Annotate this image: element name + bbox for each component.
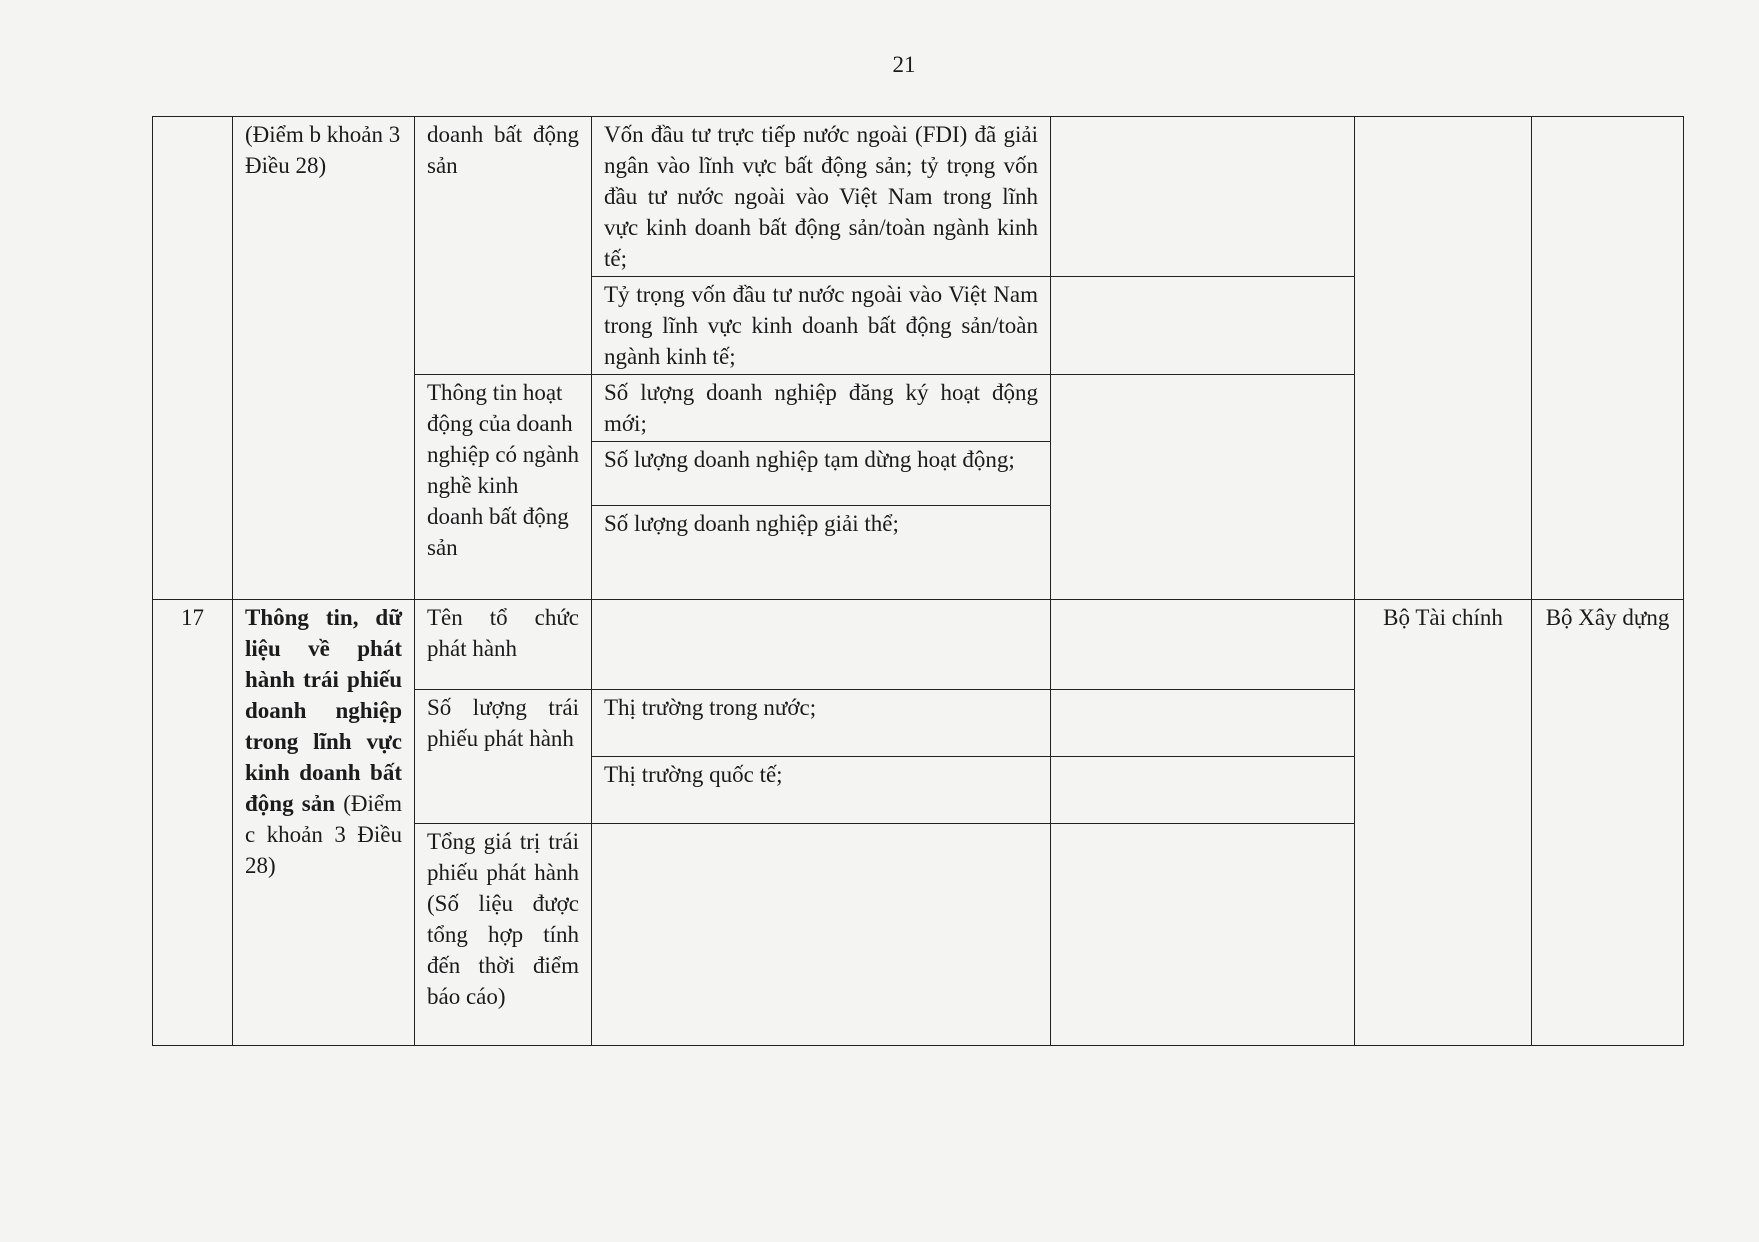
page-number: 21 <box>892 52 916 77</box>
cell-empty <box>592 600 1051 690</box>
cell-sub-label: Tổng giá trị trái phiếu phát hành (Số liệu được tổng hợp tính đến thời điểm báo cáo) <box>415 824 592 1046</box>
row-title: Thông tin, dữ liệu về phát hành trái phiếu doanh nghiệp trong lĩnh vực kinh doanh bất động sản <box>245 605 402 816</box>
cell-item: Số lượng doanh nghiệp tạm dừng hoạt động; <box>592 442 1051 506</box>
cell-empty <box>1051 824 1355 1046</box>
cell-empty <box>1051 757 1355 824</box>
cell-item: Thị trường trong nước; <box>592 690 1051 757</box>
cell-provider: Bộ Tài chính <box>1355 600 1532 1046</box>
cell-group-label: doanh bất động sản <box>415 117 592 375</box>
cell-legal-ref: (Điểm b khoản 3 Điều 28) <box>233 117 415 600</box>
cell-number-empty <box>153 117 233 600</box>
cell-empty <box>592 824 1051 1046</box>
row-legal-ref: (Điểm c khoản 3 Điều 28) <box>245 791 402 878</box>
cell-empty <box>1051 277 1355 375</box>
cell-item: Thị trường quốc tế; <box>592 757 1051 824</box>
cell-item: Tỷ trọng vốn đầu tư nước ngoài vào Việt Nam trong lĩnh vực kinh doanh bất động sản/toàn ngành kinh tế; <box>592 277 1051 375</box>
cell-receiver-empty <box>1532 117 1684 600</box>
cell-empty <box>1051 375 1355 600</box>
cell-item: Số lượng doanh nghiệp đăng ký hoạt động mới; <box>592 375 1051 442</box>
table-row <box>153 117 1684 277</box>
cell-title <box>233 600 415 1046</box>
cell-item: Vốn đầu tư trực tiếp nước ngoài (FDI) đã giải ngân vào lĩnh vực bất động sản; tỷ trọng vốn đầu tư nước ngoài vào Việt Nam trong lĩnh vực kinh doanh bất động sản/toàn ngành kinh tế; <box>592 117 1051 277</box>
cell-number <box>153 600 233 1046</box>
cell-empty <box>1051 690 1355 757</box>
cell-receiver: Bộ Xây dựng <box>1532 600 1684 1046</box>
cell-item: Số lượng doanh nghiệp giải thể; <box>592 506 1051 600</box>
cell-sub-label: Tên tổ chức phát hành <box>415 600 592 690</box>
cell-empty <box>1051 600 1355 690</box>
table-row <box>153 600 1684 690</box>
cell-group-label: Thông tin hoạt động của doanh nghiệp có ngành nghề kinh doanh bất động sản <box>415 375 592 600</box>
cell-empty <box>1051 117 1355 277</box>
row-number: 17 <box>181 605 204 630</box>
cell-provider-empty <box>1355 117 1532 600</box>
data-table <box>152 116 1684 1046</box>
cell-sub-label: Số lượng trái phiếu phát hành <box>415 690 592 824</box>
